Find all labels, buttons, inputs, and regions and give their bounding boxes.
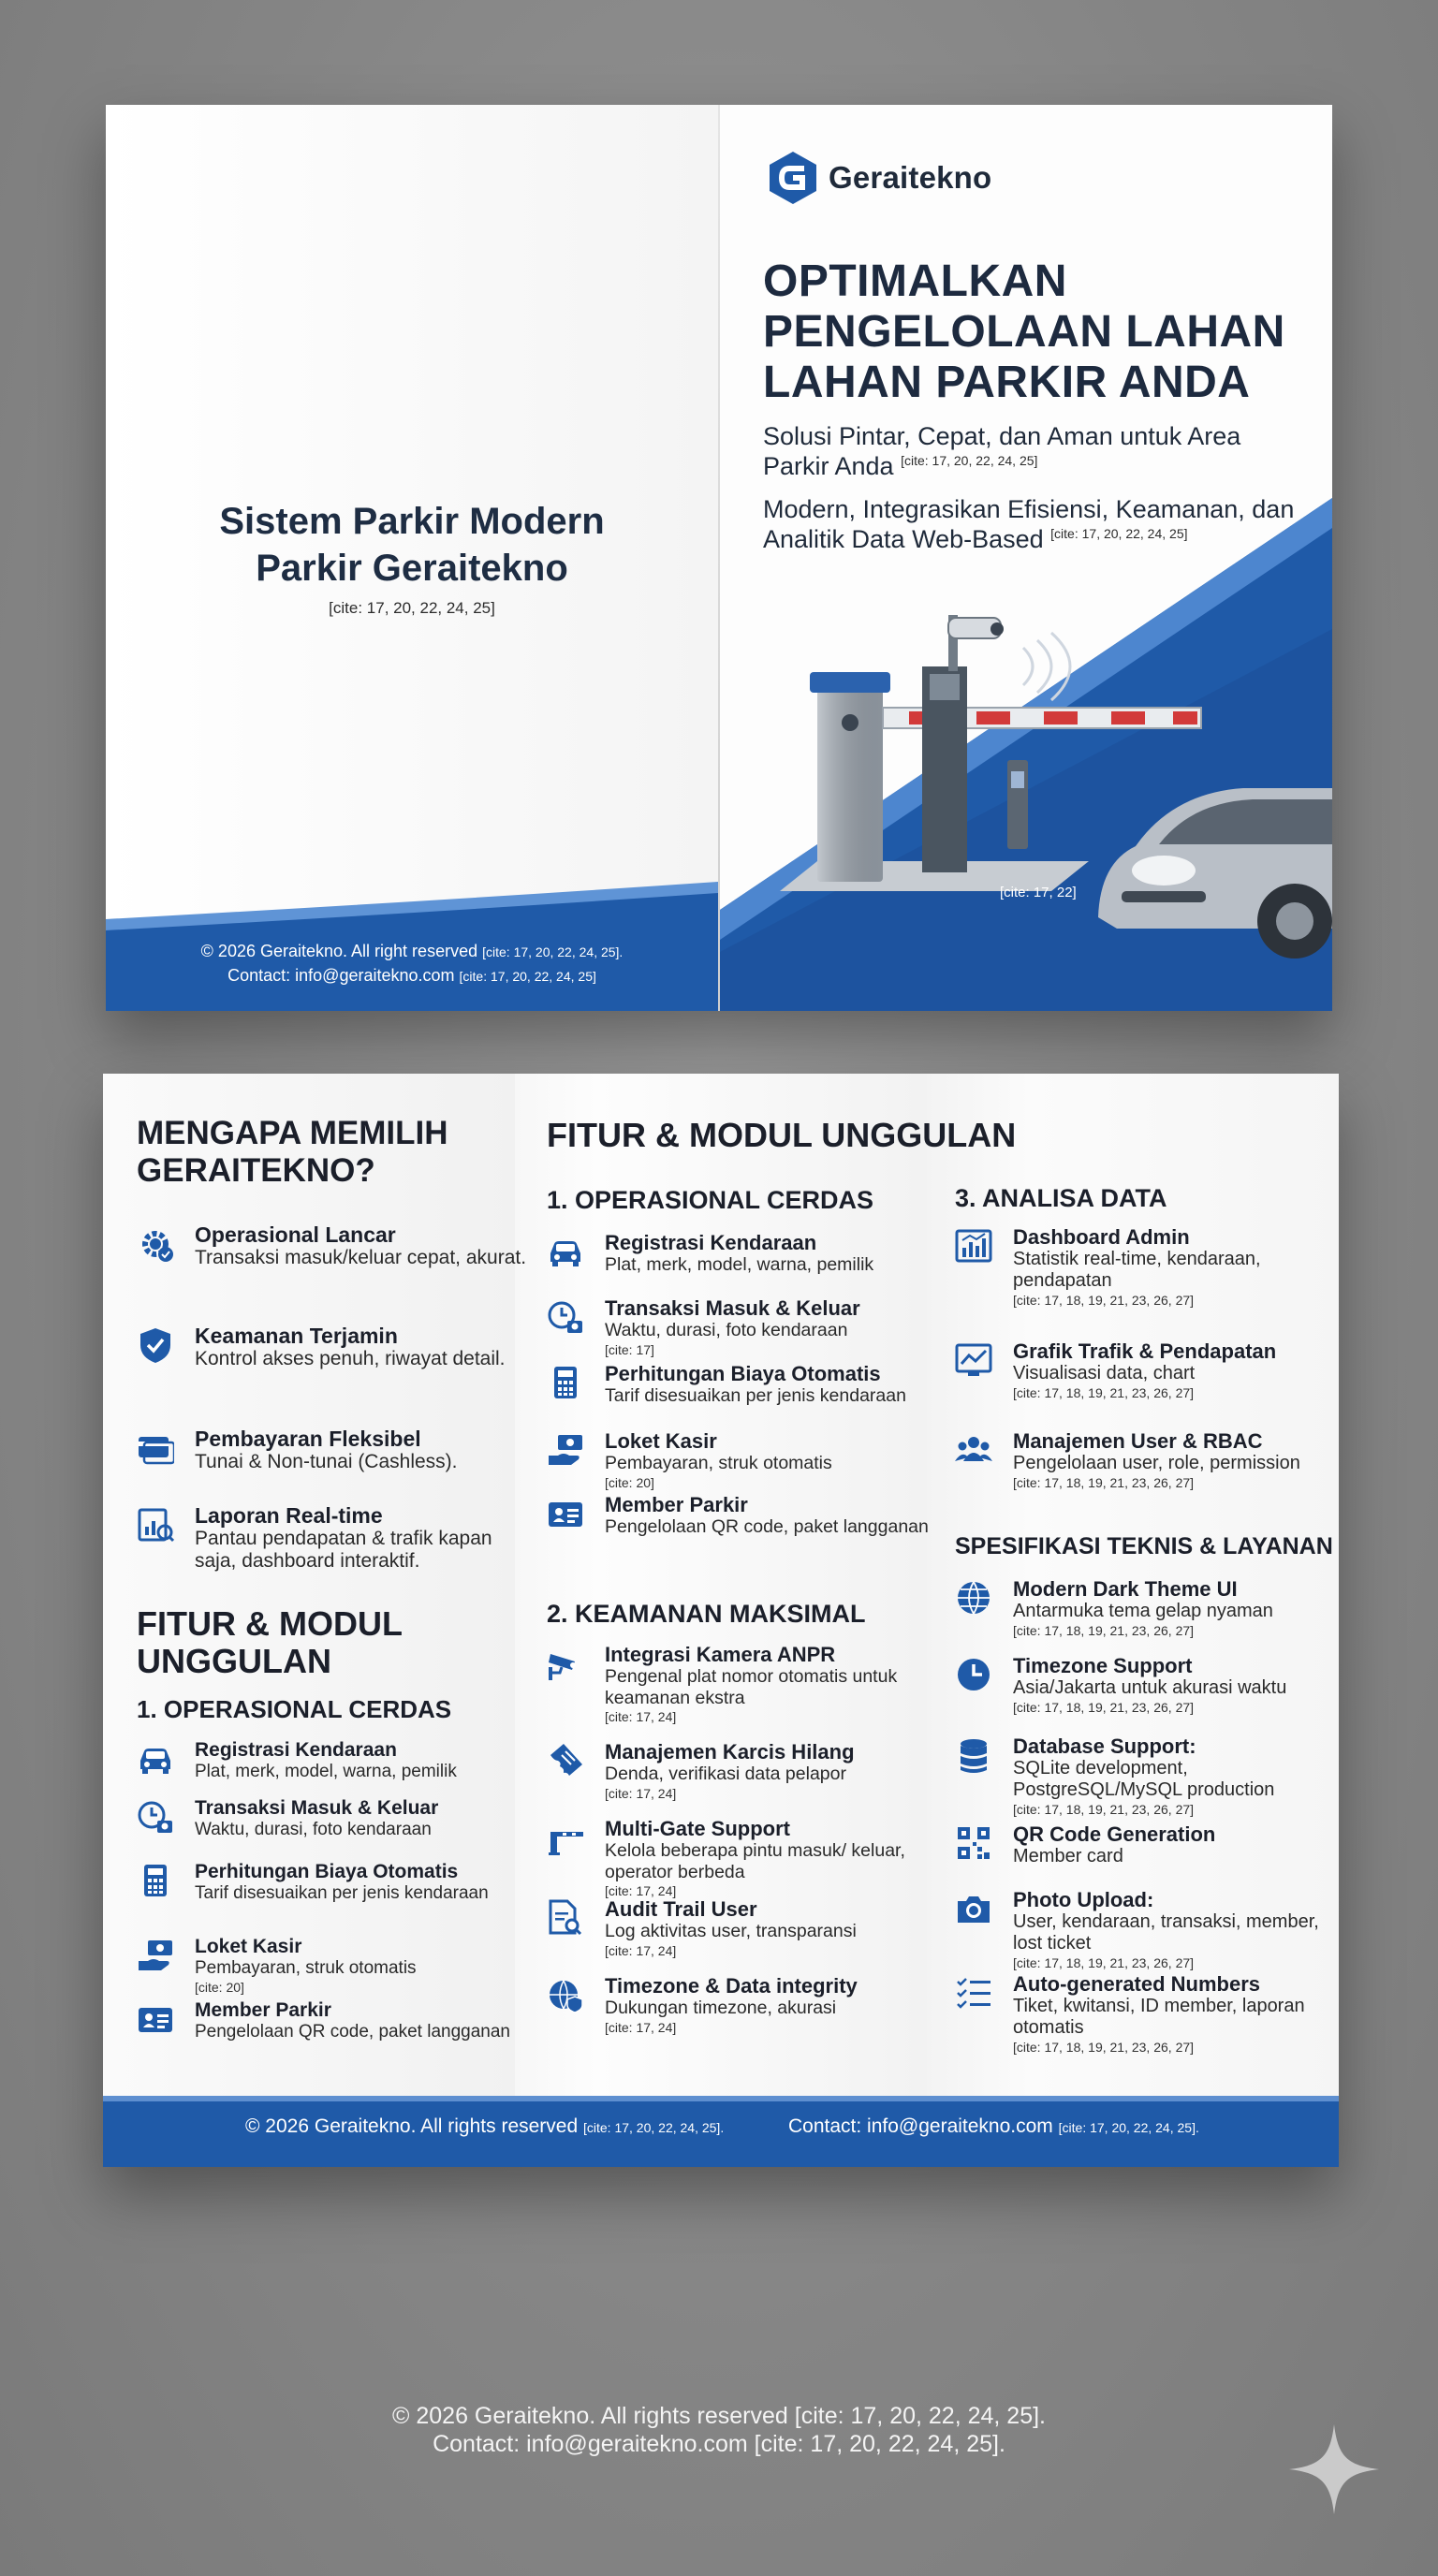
item-description bbox=[605, 1998, 942, 2019]
item-text bbox=[1013, 1429, 1339, 1491]
brand-name: Geraitekno bbox=[829, 160, 992, 195]
item-title: Dashboard Admin bbox=[1013, 1225, 1190, 1249]
item-description bbox=[195, 1762, 532, 1782]
page-footer-line-1: © 2026 Geraitekno. All rights reserved [cite: 17, 20, 22, 24, 25]. bbox=[392, 2403, 1046, 2429]
item-cite: [cite: 17, 24] bbox=[605, 1709, 677, 1724]
item-text bbox=[605, 1296, 942, 1358]
gear-check-icon bbox=[137, 1225, 174, 1263]
security-subheading: 2. KEAMANAN MAKSIMAL bbox=[547, 1600, 866, 1628]
item-title: Manajemen Karcis Hilang bbox=[605, 1740, 855, 1764]
item-description-text: Statistik real-time, kendaraan, pendapatan bbox=[1013, 1249, 1261, 1291]
item-description-text: Pengenal plat nomor otomatis untuk keamanan ekstra bbox=[605, 1666, 898, 1708]
item-title: Audit Trail User bbox=[605, 1897, 757, 1921]
back-title-line-2: Parkir Geraitekno bbox=[256, 548, 568, 589]
member-card-icon bbox=[137, 2000, 174, 2038]
item-text bbox=[605, 1643, 942, 1725]
item-text bbox=[605, 1231, 942, 1276]
item-description bbox=[1013, 1677, 1339, 1699]
item-description-text: Waktu, durasi, foto kendaraan bbox=[195, 1820, 432, 1839]
item-text bbox=[605, 1493, 942, 1538]
item-description bbox=[605, 1921, 942, 1942]
item-text bbox=[1013, 1577, 1339, 1639]
item-description-text: Visualisasi data, chart bbox=[1013, 1363, 1196, 1383]
item-text bbox=[605, 1740, 942, 1802]
camera-icon bbox=[955, 1890, 992, 1927]
item-description-text: Kontrol akses penuh, riwayat detail. bbox=[195, 1348, 506, 1369]
item-text bbox=[1013, 1734, 1339, 1818]
gate-barrier-icon bbox=[547, 1819, 584, 1856]
cover-subtitle-2 bbox=[763, 494, 1306, 554]
ticket-icon bbox=[547, 1742, 584, 1779]
page-footer-line-2: Contact: info@geraitekno.com [cite: 17, 20, 22, 24, 25]. bbox=[433, 2431, 1005, 2457]
cover-footer bbox=[106, 940, 718, 988]
item-cite: [cite: 20] bbox=[605, 1474, 654, 1490]
item-description bbox=[195, 1958, 532, 1979]
item-text bbox=[605, 1362, 942, 1407]
item-description bbox=[605, 1516, 942, 1538]
cover-fold bbox=[718, 105, 720, 1011]
inside-footer-contact bbox=[788, 2115, 1199, 2138]
subtitle-2-text: Modern, Integrasikan Efisiensi, Keamanan, dan Analitik Data Web-Based bbox=[763, 495, 1295, 553]
item-description bbox=[1013, 1249, 1339, 1292]
item-description bbox=[1013, 1601, 1339, 1622]
item-description-text: Tiket, kwitansi, ID member, laporan otomatis bbox=[1013, 1996, 1305, 2038]
item-text bbox=[1013, 1972, 1339, 2056]
shield-check-icon bbox=[137, 1326, 174, 1364]
item-description bbox=[605, 1254, 942, 1276]
item-title: Pembayaran Fleksibel bbox=[195, 1427, 421, 1451]
car-icon bbox=[547, 1233, 584, 1270]
cash-hand-icon bbox=[137, 1937, 174, 1974]
subtitle-1-cite: [cite: 17, 20, 22, 24, 25] bbox=[901, 453, 1038, 468]
item-description bbox=[195, 2022, 532, 2042]
item-description-text: Asia/Jakarta untuk akurasi waktu bbox=[1013, 1677, 1287, 1698]
clock-icon bbox=[955, 1656, 992, 1693]
item-cite: [cite: 17, 24] bbox=[605, 1785, 677, 1801]
item-title: QR Code Generation bbox=[1013, 1822, 1216, 1846]
calculator-icon bbox=[547, 1364, 584, 1401]
item-text bbox=[195, 1427, 532, 1473]
brochure-cover bbox=[106, 105, 1332, 1011]
dashboard-chart-icon bbox=[955, 1227, 992, 1265]
item-description bbox=[605, 1840, 942, 1882]
item-cite: [cite: 17, 18, 19, 21, 23, 26, 27] bbox=[1013, 1955, 1195, 1970]
inside-copyright-text: © 2026 Geraitekno. All rights reserved bbox=[245, 2115, 579, 2137]
item-text bbox=[1013, 1339, 1339, 1401]
item-cite: [cite: 17, 18, 19, 21, 23, 26, 27] bbox=[1013, 2040, 1195, 2055]
item-description-text: Kelola beberapa pintu masuk/ keluar, operator berbeda bbox=[605, 1840, 905, 1882]
item-text bbox=[1013, 1888, 1339, 1971]
item-description bbox=[195, 1247, 532, 1269]
checklist-icon bbox=[955, 1974, 992, 2012]
item-cite: [cite: 17, 18, 19, 21, 23, 26, 27] bbox=[1013, 1623, 1195, 1638]
item-description-text: Pembayaran, struk otomatis bbox=[195, 1958, 417, 1978]
inside-copyright-cite: [cite: 17, 20, 22, 24, 25]. bbox=[583, 2120, 725, 2135]
item-description bbox=[605, 1453, 942, 1474]
cover-headline: OPTIMALKAN PENGELOLAAN LAHAN LAHAN PARKIR ANDA bbox=[763, 256, 1285, 407]
item-text bbox=[605, 1897, 942, 1959]
member-card-icon bbox=[547, 1495, 584, 1532]
item-description bbox=[605, 1666, 942, 1708]
item-cite: [cite: 17, 18, 19, 21, 23, 26, 27] bbox=[1013, 1385, 1195, 1400]
item-description-text: Dukungan timezone, akurasi bbox=[605, 1998, 837, 2018]
item-description bbox=[605, 1764, 942, 1785]
item-title: Perhitungan Biaya Otomatis bbox=[605, 1362, 881, 1385]
item-cite: [cite: 17, 18, 19, 21, 23, 26, 27] bbox=[1013, 1802, 1195, 1817]
item-cite: [cite: 17, 18, 19, 21, 23, 26, 27] bbox=[1013, 1700, 1195, 1715]
inside-contact-text[interactable]: Contact: info@geraitekno.com bbox=[788, 2115, 1053, 2137]
clock-camera-icon bbox=[137, 1798, 174, 1836]
credit-card-icon bbox=[137, 1429, 174, 1467]
item-title: Multi-Gate Support bbox=[605, 1817, 790, 1840]
item-text bbox=[605, 1429, 942, 1491]
users-group-icon bbox=[955, 1431, 992, 1469]
item-cite: [cite: 17, 24] bbox=[605, 2019, 677, 2035]
item-text bbox=[195, 1325, 532, 1370]
item-title: Member Parkir bbox=[195, 1999, 331, 2021]
item-description-text: Pantau pendapatan & trafik kapan saja, dashboard interaktif. bbox=[195, 1528, 492, 1572]
item-title: Member Parkir bbox=[605, 1493, 748, 1516]
item-text bbox=[1013, 1822, 1339, 1867]
item-description bbox=[605, 1320, 942, 1341]
item-title: Photo Upload: bbox=[1013, 1888, 1154, 1911]
item-description-text: Plat, merk, model, warna, pemilik bbox=[195, 1762, 457, 1781]
item-description-text: Plat, merk, model, warna, pemilik bbox=[605, 1254, 874, 1275]
globe-icon bbox=[955, 1579, 992, 1617]
item-description bbox=[1013, 1911, 1339, 1954]
item-description bbox=[605, 1385, 942, 1407]
item-title: Loket Kasir bbox=[195, 1936, 302, 1957]
item-description-text: Tarif disesuaikan per jenis kendaraan bbox=[195, 1883, 489, 1903]
item-title: Timezone Support bbox=[1013, 1654, 1193, 1677]
item-text bbox=[1013, 1654, 1339, 1716]
photo-cite: [cite: 17, 22] bbox=[1000, 885, 1077, 900]
cash-hand-icon bbox=[547, 1431, 584, 1469]
qr-code-icon bbox=[955, 1824, 992, 1862]
item-title: Loket Kasir bbox=[605, 1429, 717, 1453]
back-panel-title bbox=[106, 498, 718, 592]
brochure-inside bbox=[103, 1074, 1339, 2167]
globe-shield-icon bbox=[547, 1976, 584, 2013]
item-description-text: Member card bbox=[1013, 1846, 1123, 1866]
item-title: Auto-generated Numbers bbox=[1013, 1972, 1261, 1996]
item-title: Manajemen User & RBAC bbox=[1013, 1429, 1263, 1453]
item-cite: [cite: 17, 24] bbox=[605, 1883, 677, 1898]
clock-camera-icon bbox=[547, 1298, 584, 1336]
item-description bbox=[195, 1348, 532, 1370]
item-title: Integrasi Kamera ANPR bbox=[605, 1643, 836, 1666]
sparkle-watermark-icon bbox=[1287, 2422, 1381, 2516]
item-cite: [cite: 17, 18, 19, 21, 23, 26, 27] bbox=[1013, 1475, 1195, 1490]
item-title: Operasional Lancar bbox=[195, 1222, 396, 1247]
item-text bbox=[605, 1817, 942, 1899]
cover-contact-cite: [cite: 17, 20, 22, 24, 25] bbox=[459, 969, 596, 984]
cover-copyright: © 2026 Geraitekno. All right reserved bbox=[200, 942, 478, 960]
cover-subtitle-1 bbox=[763, 421, 1287, 481]
subtitle-2-cite: [cite: 17, 20, 22, 24, 25] bbox=[1050, 526, 1188, 541]
item-description-text: Tarif disesuaikan per jenis kendaraan bbox=[605, 1385, 906, 1406]
item-cite: [cite: 17, 24] bbox=[605, 1942, 677, 1958]
cover-contact[interactable]: Contact: info@geraitekno.com bbox=[227, 966, 455, 985]
item-cite: [cite: 17, 18, 19, 21, 23, 26, 27] bbox=[1013, 1293, 1195, 1308]
operational-subheading: 1. OPERASIONAL CERDAS bbox=[547, 1186, 874, 1214]
item-description-text: Pengelolaan QR code, paket langganan bbox=[605, 1516, 929, 1537]
item-title: Grafik Trafik & Pendapatan bbox=[1013, 1339, 1277, 1363]
item-description-text: Denda, verifikasi data pelapor bbox=[605, 1764, 846, 1784]
cctv-icon bbox=[547, 1645, 584, 1682]
item-text bbox=[195, 1860, 532, 1904]
subtitle-1-text: Solusi Pintar, Cepat, dan Aman untuk Area Parkir Anda bbox=[763, 422, 1241, 480]
item-text bbox=[195, 1738, 532, 1782]
item-description-text: Antarmuka tema gelap nyaman bbox=[1013, 1601, 1273, 1621]
item-title: Laporan Real-time bbox=[195, 1503, 383, 1528]
item-description bbox=[1013, 1996, 1339, 2039]
item-description-text: SQLite development, PostgreSQL/MySQL production bbox=[1013, 1758, 1275, 1800]
brand-logo bbox=[767, 150, 991, 206]
item-text bbox=[1013, 1225, 1339, 1309]
calculator-icon bbox=[137, 1862, 174, 1899]
item-description bbox=[195, 1820, 532, 1840]
item-title: Registrasi Kendaraan bbox=[195, 1739, 397, 1761]
item-description-text: Tunai & Non-tunai (Cashless). bbox=[195, 1451, 458, 1472]
item-text bbox=[195, 1998, 532, 2042]
database-icon bbox=[955, 1736, 992, 1774]
item-title: Registrasi Kendaraan bbox=[605, 1231, 817, 1254]
item-cite: [cite: 17] bbox=[605, 1341, 654, 1357]
item-description bbox=[1013, 1846, 1339, 1867]
item-title: Transaksi Masuk & Keluar bbox=[605, 1296, 860, 1320]
item-title: Database Support: bbox=[1013, 1734, 1196, 1758]
back-panel-cite: [cite: 17, 20, 22, 24, 25] bbox=[329, 599, 495, 617]
item-description-text: User, kendaraan, transaksi, member, lost ticket bbox=[1013, 1911, 1319, 1954]
car-icon bbox=[137, 1740, 174, 1778]
item-description bbox=[195, 1883, 532, 1904]
line-chart-icon bbox=[955, 1341, 992, 1379]
item-description bbox=[1013, 1453, 1339, 1474]
item-text bbox=[195, 1223, 532, 1269]
item-description bbox=[1013, 1363, 1339, 1384]
item-description-text: Pengelolaan user, role, permission bbox=[1013, 1453, 1300, 1473]
report-chart-icon bbox=[137, 1506, 174, 1544]
item-description bbox=[1013, 1758, 1339, 1801]
item-description bbox=[195, 1451, 532, 1473]
cover-copyright-cite: [cite: 17, 20, 22, 24, 25]. bbox=[482, 944, 624, 959]
item-description-text: Transaksi masuk/keluar cepat, akurat. bbox=[195, 1247, 527, 1268]
item-text bbox=[195, 1504, 532, 1573]
item-title: Perhitungan Biaya Otomatis bbox=[195, 1861, 459, 1882]
item-title: Modern Dark Theme UI bbox=[1013, 1577, 1238, 1601]
item-description-text: Pembayaran, struk otomatis bbox=[605, 1453, 832, 1473]
geraitekno-logo-icon bbox=[767, 150, 819, 206]
features-heading-panel2: FITUR & MODUL UNGGULAN bbox=[547, 1116, 1017, 1154]
item-title: Transaksi Masuk & Keluar bbox=[195, 1797, 439, 1819]
why-heading: MENGAPA MEMILIH GERAITEKNO? bbox=[137, 1115, 448, 1189]
item-cite: [cite: 20] bbox=[195, 1980, 244, 1995]
features-heading-panel1: FITUR & MODUL UNGGULAN bbox=[137, 1604, 403, 1680]
operational-subheading-panel1: 1. OPERASIONAL CERDAS bbox=[137, 1695, 452, 1723]
item-text bbox=[195, 1796, 532, 1840]
item-title: Keamanan Terjamin bbox=[195, 1324, 398, 1348]
item-description-text: Pengelolaan QR code, paket langganan bbox=[195, 2022, 510, 2042]
item-description-text: Waktu, durasi, foto kendaraan bbox=[605, 1320, 848, 1340]
spec-heading: SPESIFIKASI TEKNIS & LAYANAN bbox=[955, 1533, 1333, 1559]
document-search-icon bbox=[547, 1899, 584, 1937]
page-footer bbox=[0, 2402, 1438, 2458]
item-description-text: Log aktivitas user, transparansi bbox=[605, 1921, 857, 1941]
item-title: Timezone & Data integrity bbox=[605, 1974, 858, 1998]
item-text bbox=[195, 1935, 532, 1996]
analytics-subheading: 3. ANALISA DATA bbox=[955, 1184, 1167, 1212]
inside-footer-copyright bbox=[245, 2115, 724, 2138]
item-description bbox=[195, 1528, 532, 1573]
back-title-line-1: Sistem Parkir Modern bbox=[219, 501, 605, 542]
inside-contact-cite: [cite: 17, 20, 22, 24, 25]. bbox=[1058, 2120, 1199, 2135]
item-text bbox=[605, 1974, 942, 2036]
